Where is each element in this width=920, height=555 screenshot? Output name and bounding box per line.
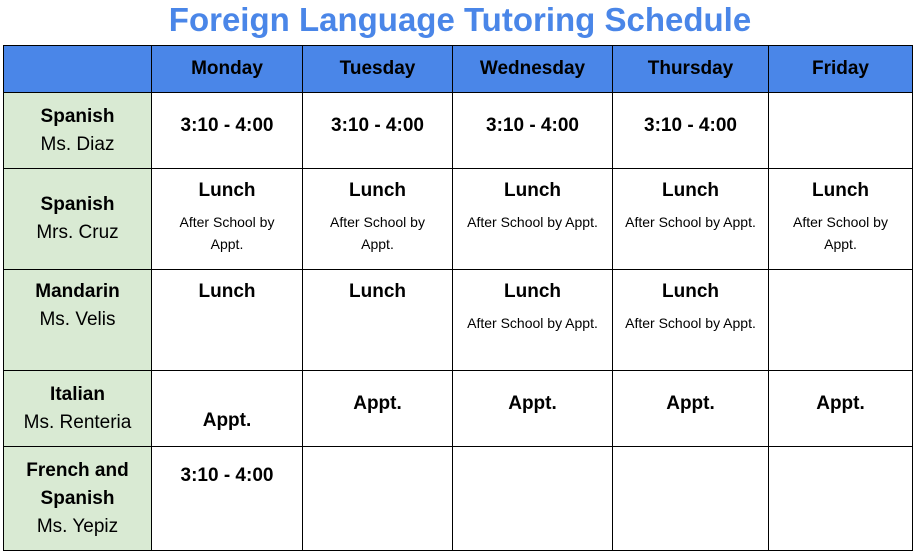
day-header-tuesday: Tuesday	[303, 46, 453, 93]
subject-label: Mandarin	[35, 281, 120, 302]
table-row	[4, 447, 913, 551]
schedule-cell	[453, 371, 613, 447]
schedule-cell	[613, 169, 769, 270]
schedule-cell-empty	[769, 270, 913, 371]
schedule-cell	[453, 93, 613, 169]
schedule-cell	[613, 371, 769, 447]
schedule-cell	[152, 93, 303, 169]
time-text: 3:10 - 4:00	[644, 115, 737, 136]
schedule-cell	[453, 270, 613, 371]
note-text: After School by Appt.	[625, 214, 756, 230]
note-text: After School by Appt.	[179, 214, 275, 252]
schedule-cell-empty	[769, 93, 913, 169]
subject-label: Spanish	[40, 194, 115, 215]
table-row	[4, 93, 913, 169]
appt-text: Appt.	[508, 393, 557, 414]
note-text: After School by Appt.	[467, 214, 598, 230]
schedule-table	[3, 45, 913, 551]
row-header	[4, 447, 152, 551]
table-row	[4, 169, 913, 270]
teacher-label: Mrs. Cruz	[36, 222, 119, 243]
lunch-text: Lunch	[349, 281, 406, 302]
time-text: 3:10 - 4:00	[180, 115, 274, 136]
row-header	[4, 93, 152, 169]
row-header	[4, 371, 152, 447]
teacher-label: Ms. Diaz	[40, 133, 115, 155]
schedule-cell	[769, 169, 913, 270]
appt-text: Appt.	[353, 393, 402, 414]
schedule-cell-empty	[769, 447, 913, 551]
teacher-label: Ms. Renteria	[23, 411, 132, 433]
schedule-cell	[152, 447, 303, 551]
schedule-cell	[453, 169, 613, 270]
corner-cell	[4, 46, 152, 93]
schedule-cell	[152, 169, 303, 270]
lunch-text: Lunch	[812, 180, 869, 201]
day-header-thursday: Thursday	[613, 46, 769, 93]
day-header-friday: Friday	[769, 46, 913, 93]
table-row	[4, 371, 913, 447]
day-header-wednesday: Wednesday	[453, 46, 613, 93]
schedule-cell	[303, 169, 453, 270]
teacher-label: Ms. Velis	[39, 309, 116, 330]
schedule-cell	[613, 270, 769, 371]
lunch-text: Lunch	[504, 180, 561, 201]
lunch-text: Lunch	[662, 180, 719, 201]
schedule-cell	[303, 371, 453, 447]
day-header-monday: Monday	[152, 46, 303, 93]
teacher-label: Ms. Yepiz	[36, 515, 119, 537]
schedule-cell	[769, 371, 913, 447]
page-title: Foreign Language Tutoring Schedule	[168, 1, 752, 38]
table-row	[4, 270, 913, 371]
lunch-text: Lunch	[662, 281, 719, 302]
schedule-cell	[303, 270, 453, 371]
subject-label: French and Spanish	[26, 459, 129, 509]
row-header	[4, 169, 152, 270]
schedule-cell	[152, 270, 303, 371]
time-text: 3:10 - 4:00	[486, 115, 579, 136]
schedule-cell-empty	[303, 447, 453, 551]
lunch-text: Lunch	[504, 281, 561, 302]
lunch-text: Lunch	[198, 281, 256, 302]
subject-label: Italian	[50, 383, 105, 405]
header-row	[4, 46, 913, 93]
note-text: After School by Appt.	[330, 214, 425, 252]
appt-text: Appt.	[666, 393, 715, 414]
note-text: After School by Appt.	[793, 214, 888, 252]
lunch-text: Lunch	[198, 180, 256, 201]
schedule-cell-empty	[453, 447, 613, 551]
time-text: 3:10 - 4:00	[331, 115, 424, 136]
lunch-text: Lunch	[349, 180, 406, 201]
schedule-cell	[152, 371, 303, 447]
note-text: After School by Appt.	[625, 315, 756, 331]
subject-label: Spanish	[40, 105, 115, 127]
time-text: 3:10 - 4:00	[180, 465, 274, 486]
appt-text: Appt.	[202, 410, 252, 431]
schedule-cell	[303, 93, 453, 169]
appt-text: Appt.	[816, 393, 865, 414]
schedule-cell	[613, 93, 769, 169]
row-header	[4, 270, 152, 371]
note-text: After School by Appt.	[467, 315, 598, 331]
schedule-cell-empty	[613, 447, 769, 551]
